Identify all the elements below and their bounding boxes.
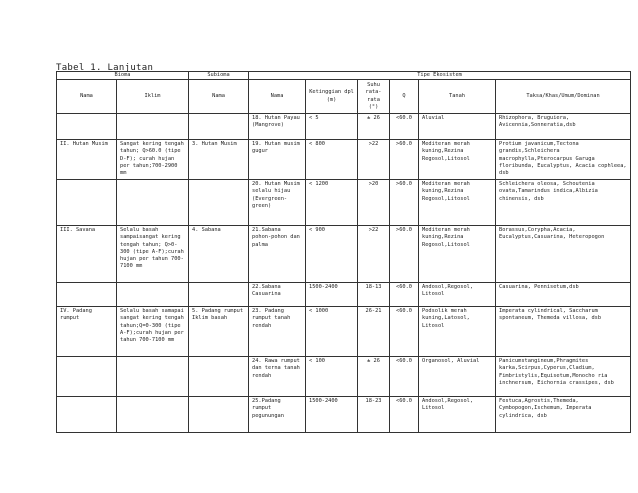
cell-subioma xyxy=(189,397,249,433)
cell-tipe: 25.Padang rumput pegunungan xyxy=(249,397,306,433)
cell-tanah: Aluvial xyxy=(419,114,496,140)
cell-taksa: Protium javanicum,Tectona grandis,Schleichera macrophylla,Pterocarpus Garuga floribunda, Eucalyptus, Acacia cophleea, dsb xyxy=(496,140,631,180)
cell-subioma xyxy=(189,357,249,397)
cell-taksa: Casuarina, Pennisetum,dsb xyxy=(496,283,631,307)
ecosystem-table xyxy=(56,71,631,433)
col-ketinggian: Ketinggian dpl (m) xyxy=(306,80,358,114)
cell-tanah: Mediteran merah kuning,Rezina Regosol,Litosol xyxy=(419,180,496,226)
header-bioma: Bioma xyxy=(57,72,189,80)
table-row xyxy=(57,140,631,180)
cell-subioma: 5. Padang rumput Iklim basah xyxy=(189,307,249,357)
cell-iklim xyxy=(117,114,189,140)
cell-tipe: 19. Hutan musim gugur xyxy=(249,140,306,180)
cell-q: <60.0 xyxy=(390,357,419,397)
cell-bioma xyxy=(57,180,117,226)
cell-tipe: 23. Padang rumput tanah rendah xyxy=(249,307,306,357)
cell-iklim xyxy=(117,283,189,307)
cell-ketinggian: < 1000 xyxy=(306,307,358,357)
cell-bioma xyxy=(57,357,117,397)
col-taksa: Taksa/Khas/Umum/Dominan xyxy=(496,80,631,114)
cell-taksa: Borassus,Corypha,Acacia, Eucalyptus,Casuarina, Heteropogon xyxy=(496,226,631,283)
header-subioma: Subioma xyxy=(189,72,249,80)
cell-subioma xyxy=(189,180,249,226)
cell-iklim: Selalu basah sampaisangat kering tengah tahun; Q>0-300 (tipe A-F);curah hujan per tahun 700-7100 mm xyxy=(117,226,189,283)
cell-tipe: 22.Sabana Casuarina xyxy=(249,283,306,307)
cell-tipe: 18. Hutan Payau (Mangrove) xyxy=(249,114,306,140)
table-row xyxy=(57,307,631,357)
col-nama-subioma: Nama xyxy=(189,80,249,114)
cell-tanah: Organosol, Aluvial xyxy=(419,357,496,397)
table-row xyxy=(57,397,631,433)
cell-suhu: >20 xyxy=(358,180,390,226)
cell-suhu: 26-21 xyxy=(358,307,390,357)
cell-bioma xyxy=(57,397,117,433)
cell-subioma xyxy=(189,283,249,307)
col-q: Q xyxy=(390,80,419,114)
cell-bioma: II. Hutan Musim xyxy=(57,140,117,180)
cell-taksa: Panicumstangineum,Phragmites karka,Scirpus,Cyperus,Cladium, Fimbristylis,Equisetum,Monocho ria inchnersum, Eichornia crassipes, dsb xyxy=(496,357,631,397)
cell-ketinggian: 1500-2400 xyxy=(306,283,358,307)
cell-q: <60.0 xyxy=(390,397,419,433)
cell-tanah: Mediteran merah kuning,Rezina Regosol,Litosol xyxy=(419,140,496,180)
cell-q: <60.0 xyxy=(390,283,419,307)
table-row xyxy=(57,180,631,226)
cell-tanah: Podsolik merah kuning,Latosol, Litosol xyxy=(419,307,496,357)
cell-iklim xyxy=(117,397,189,433)
cell-iklim xyxy=(117,180,189,226)
cell-tipe: 20. Hutan Musim selalu hijau (Evergreen-green) xyxy=(249,180,306,226)
cell-taksa: Imperata cylindrical, Saccharum spontaneum, Themeda villosa, dsb xyxy=(496,307,631,357)
cell-q: <60.0 xyxy=(390,307,419,357)
cell-tanah: Andosol,Regosol, Litosol xyxy=(419,283,496,307)
cell-iklim: Selalu basah samapai sangat kering tengah tahun;Q=0-300 (tipe A-F);curah hujan per tahun 700-7100 mm xyxy=(117,307,189,357)
cell-ketinggian: < 900 xyxy=(306,226,358,283)
cell-tipe: 21.Sabana pohon-pohon dan palma xyxy=(249,226,306,283)
cell-suhu: ± 26 xyxy=(358,114,390,140)
cell-iklim: Sangat kering tengah tahun; Q>60.0 (tipe D-F); curah hujan per tahun;700-2900 mm xyxy=(117,140,189,180)
cell-suhu: ± 26 xyxy=(358,357,390,397)
cell-tipe: 24. Rawa rumput dan terna tanah rendah xyxy=(249,357,306,397)
cell-iklim xyxy=(117,357,189,397)
cell-suhu: 18-13 xyxy=(358,283,390,307)
column-header-row xyxy=(57,80,631,114)
group-header-row xyxy=(57,72,631,80)
cell-subioma: 4. Sabana xyxy=(189,226,249,283)
col-iklim: Iklim xyxy=(117,80,189,114)
cell-subioma xyxy=(189,114,249,140)
col-suhu: Suhu rata-rata (°) xyxy=(358,80,390,114)
cell-ketinggian: < 800 xyxy=(306,140,358,180)
cell-tanah: Andosol,Regosol, Litosol xyxy=(419,397,496,433)
table-row xyxy=(57,226,631,283)
cell-subioma: 3. Hutan Musim xyxy=(189,140,249,180)
table-row xyxy=(57,357,631,397)
cell-bioma: III. Savana xyxy=(57,226,117,283)
cell-bioma xyxy=(57,114,117,140)
cell-ketinggian: < 100 xyxy=(306,357,358,397)
cell-suhu: >22 xyxy=(358,140,390,180)
col-tanah: Tanah xyxy=(419,80,496,114)
cell-q: >60.0 xyxy=(390,226,419,283)
cell-q: >60.0 xyxy=(390,180,419,226)
cell-taksa: Rhizophora, Bruguiera, Avicennia,Sonneratia,dsb xyxy=(496,114,631,140)
cell-q: >60.0 xyxy=(390,140,419,180)
cell-ketinggian: < 5 xyxy=(306,114,358,140)
cell-ketinggian: 1500-2400 xyxy=(306,397,358,433)
cell-ketinggian: < 1200 xyxy=(306,180,358,226)
cell-taksa: Festuca,Agrostis,Themeda, Cymbopogon,Ischemum, Imperata cylindrica, dsb xyxy=(496,397,631,433)
cell-q: <60.0 xyxy=(390,114,419,140)
cell-bioma: IV. Padang rumput xyxy=(57,307,117,357)
header-tipe-ekosistem: Tipe Ekosistem xyxy=(249,72,631,80)
table-row xyxy=(57,114,631,140)
cell-suhu: 18-23 xyxy=(358,397,390,433)
cell-suhu: >22 xyxy=(358,226,390,283)
table-row xyxy=(57,283,631,307)
cell-tanah: Mediteran merah kuning,Rezina Regosol,Litosol xyxy=(419,226,496,283)
cell-bioma xyxy=(57,283,117,307)
table-title: Tabel 1. Lanjutan xyxy=(56,63,154,73)
col-nama-tipe: Nama xyxy=(249,80,306,114)
cell-taksa: Schleichera oleosa, Schoutenia ovata,Tamarindus indica,Albizia chinensis, dsb xyxy=(496,180,631,226)
col-nama: Nama xyxy=(57,80,117,114)
